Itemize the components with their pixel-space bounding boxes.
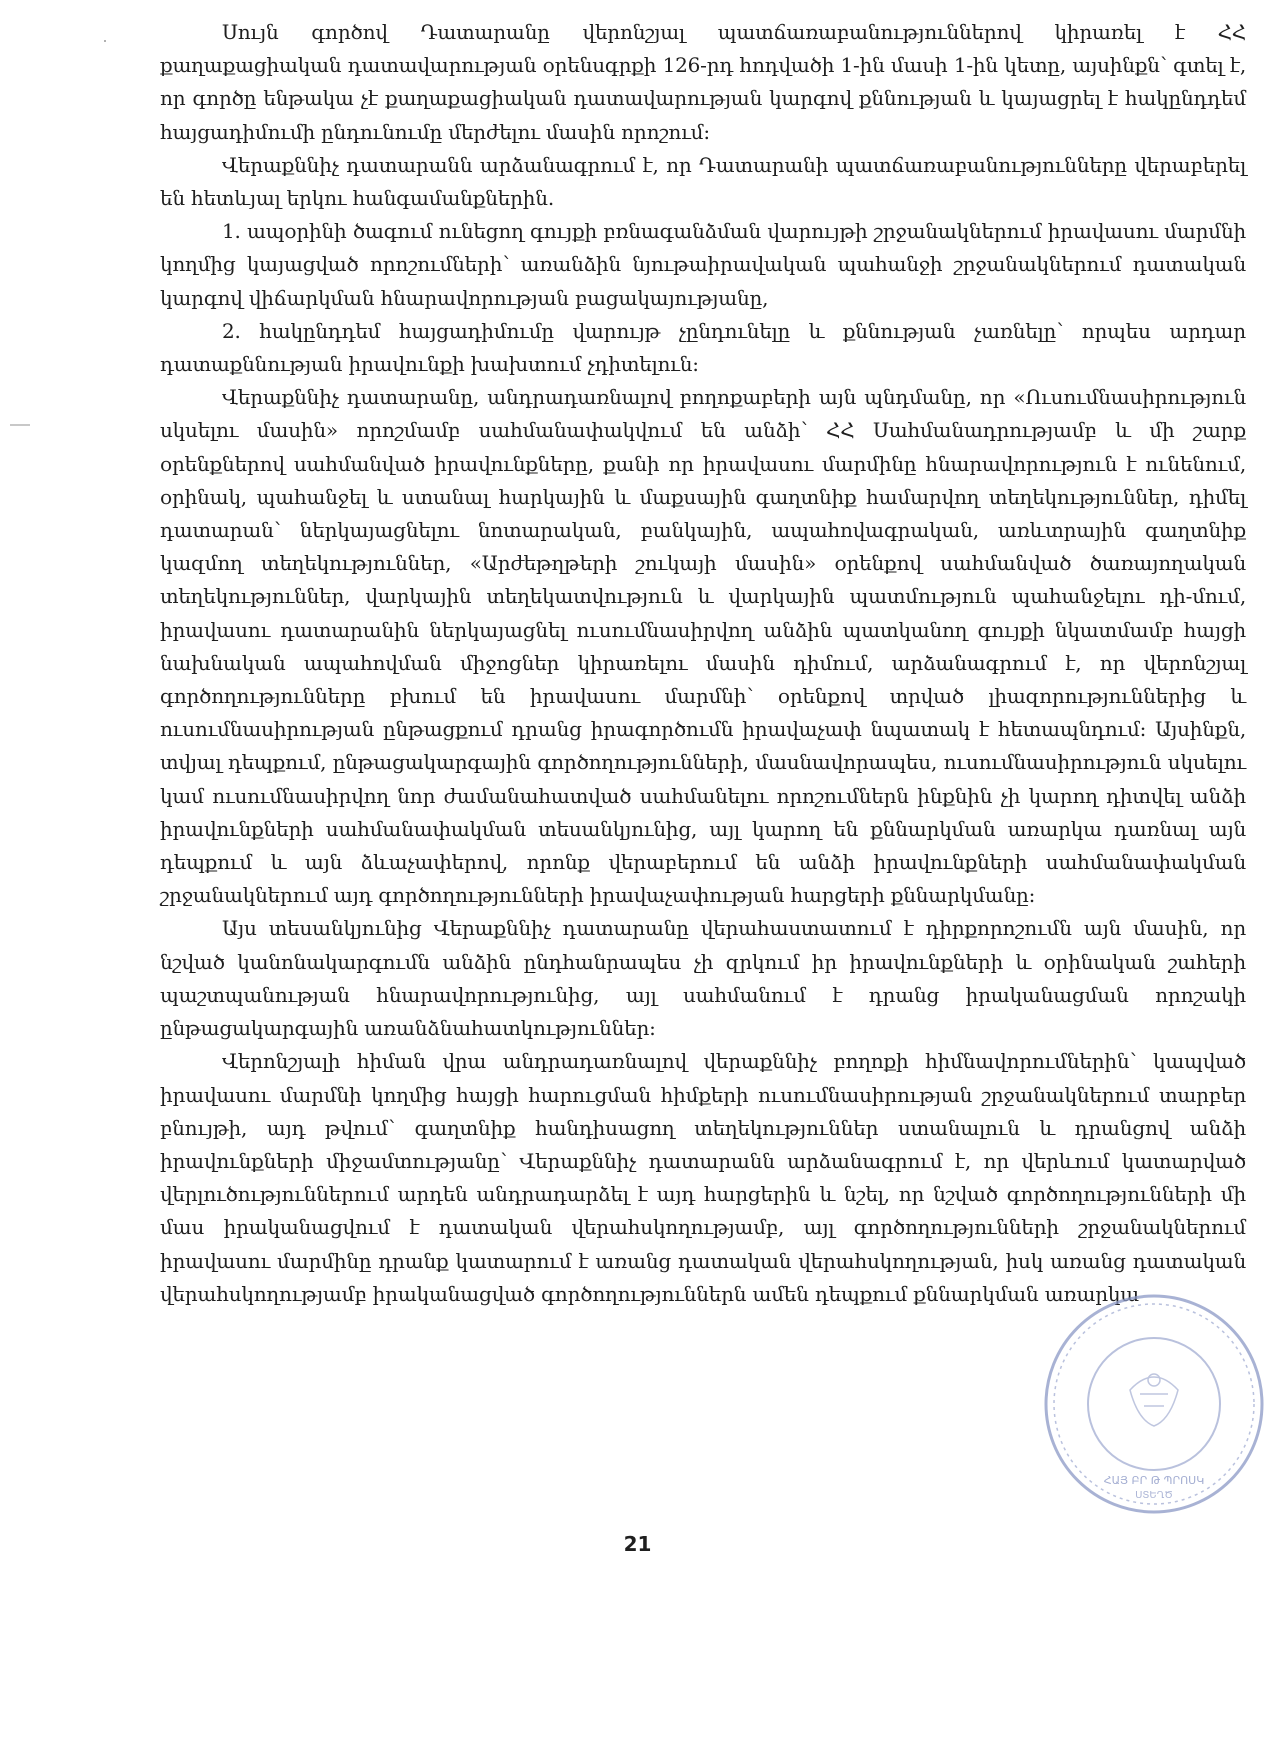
page-number: 21	[623, 1532, 652, 1556]
seal-text-1: ՀԱՅ ԲՐ Թ ՊՐՈՍԿ	[1103, 1474, 1205, 1487]
paragraph-3: 1. ապօրինի ծագում ունեցող գույքի բռնագանձման վարույթի շրջանակներում իրավասու մարմնի կողմից կայացված որոշումների՝ առանձին նյութաիրավական պահանջի շրջանակներում դատական կարգով վիճարկման հնարավորության բացակայությանը,	[160, 219, 1246, 310]
seal-text-2: ՍՏԵՂԾ	[1135, 1490, 1173, 1501]
scan-mark	[10, 424, 30, 426]
scan-dot	[104, 40, 106, 42]
paragraph-1: Սույն գործով Դատարանը վերոնշյալ պատճառաբանություններով կիրառել է ՀՀ քաղաքացիական դատավարության օրենսգրքի 126-րդ հոդվածի 1-ին մասի 1-ին կետը, այսինքն՝ գտել է, որ գործը ենթակա չէ քաղաքացիական դատավարության կարգով քննության և կայացրել է հակընդդեմ հայցադիմումի ընդունումը մերժելու մասին որոշում:	[160, 20, 1246, 144]
paragraph-4: 2. հակընդդեմ հայցադիմումը վարույթ չընդունելը և քննության չառնելը՝ որպես արդար դատաքննության իրավունքի խախտում չդիտելուն:	[160, 318, 1246, 377]
body-text	[160, 16, 1246, 1311]
paragraph-2: Վերաքննիչ դատարանն արձանագրում է, որ Դատարանի պատճառաբանությունները վերաբերել են հետևյալ երկու հանգամանքներին.	[160, 152, 1246, 211]
paragraph-6: Այս տեսանկյունից Վերաքննիչ դատարանը վերահաստատում է դիրքորոշումն այն մասին, որ նշված կանոնակարգումն անձին ընդհանրապես չի զրկում իր իրավունքների և օրինական շահերի պաշտպանության հնարավորությունից, այլ սահմանում է դրանց իրականացման որոշակի ընթացակարգային առանձնահատկություններ:	[160, 916, 1246, 1041]
official-seal	[1040, 1290, 1268, 1518]
paragraph-7: Վերոնշյալի հիման վրա անդրադառնալով վերաքննիչ բողոքի հիմնավորումներին՝ կապված իրավասու մարմնի կողմից հայցի հարուցման հիմքերի ուսումնասիրության շրջանակներում տարբեր բնույթի, այդ թվում՝ գաղտնիք հանդիսացող տեղեկություններ ստանալուն և դրանցով անձի իրավունքների միջամտությանը՝ Վերաքննիչ դատարանն արձանագրում է, որ վերևում կատարված վերլուծություններում արդեն անդրադարձել է այդ հարցերին և նշել, որ նշված գործողությունների մի մաս իրականացվում է դատական վերահսկողությամբ, այլ գործողությունների շրջանակներում իրավասու մարմինը դրանք կատարում է առանց դատական վերահսկողության, իսկ առանց դատական վերահսկողությամբ իրականացված գործողություններն ամեն դեպքում քննարկման առարկա	[160, 1049, 1246, 1306]
paragraph-5: Վերաքննիչ դատարանը, անդրադառնալով բողոքաբերի այն պնդմանը, որ «Ուսումնասիրություն սկսելու մասին» որոշմամբ սահմանափակվում են անձի՝ ՀՀ Սահմանադրությամբ և մի շարք օրենքներով սահմանված իրավունքները, քանի որ իրավասու մարմինը հնարավորություն է ունենում, օրինակ, պահանջել և ստանալ հարկային և մաքսային գաղտնիք համարվող տեղեկություններ, դիմել դատարան՝ ներկայացնելու նոտարական, բանկային, ապահովագրական, առևտրային գաղտնիք կազմող տեղեկություններ, «Արժեթղթերի շուկայի մասին» օրենքով սահմանված ծառայողական տեղեկություններ, վարկային տեղեկատվություն և վարկային պատմություն պահանջելու դի-մում, իրավասու դատարանին ներկայացնել ուսումնասիրվող անձին պատկանող գույքի նկատմամբ հայցի նախնական ապահովման միջոցներ կիրառելու մասին դիմում, արձանագրում է, որ վերոնշյալ գործողությունները բխում են իրավասու մարմնի՝ օրենքով տրված լիազորություններից և ուսումնասիրության ընթացքում դրանց իրագործումն իրավաչափ նպատակ է հետապնդում: Այսինքն, տվյալ դեպքում, ընթացակարգային գործողությունների, մասնավորապես, ուսումնասիրություն սկսելու կամ ուսումնասիրվող նոր ժամանահատված սահմանելու որոշումներն ինքնին չի կարող դիտվել անձի իրավունքների սահմանափակման տեսանկյունից, այլ կարող են քննարկման առարկա դառնալ այն դեպքում և այն ձևաչափերով, որոնք վերաբերում են անձի իրավունքների սահմանափակման շրջանակներում այդ գործողությունների իրավաչափության հարցերի քննարկմանը:	[160, 385, 1246, 908]
